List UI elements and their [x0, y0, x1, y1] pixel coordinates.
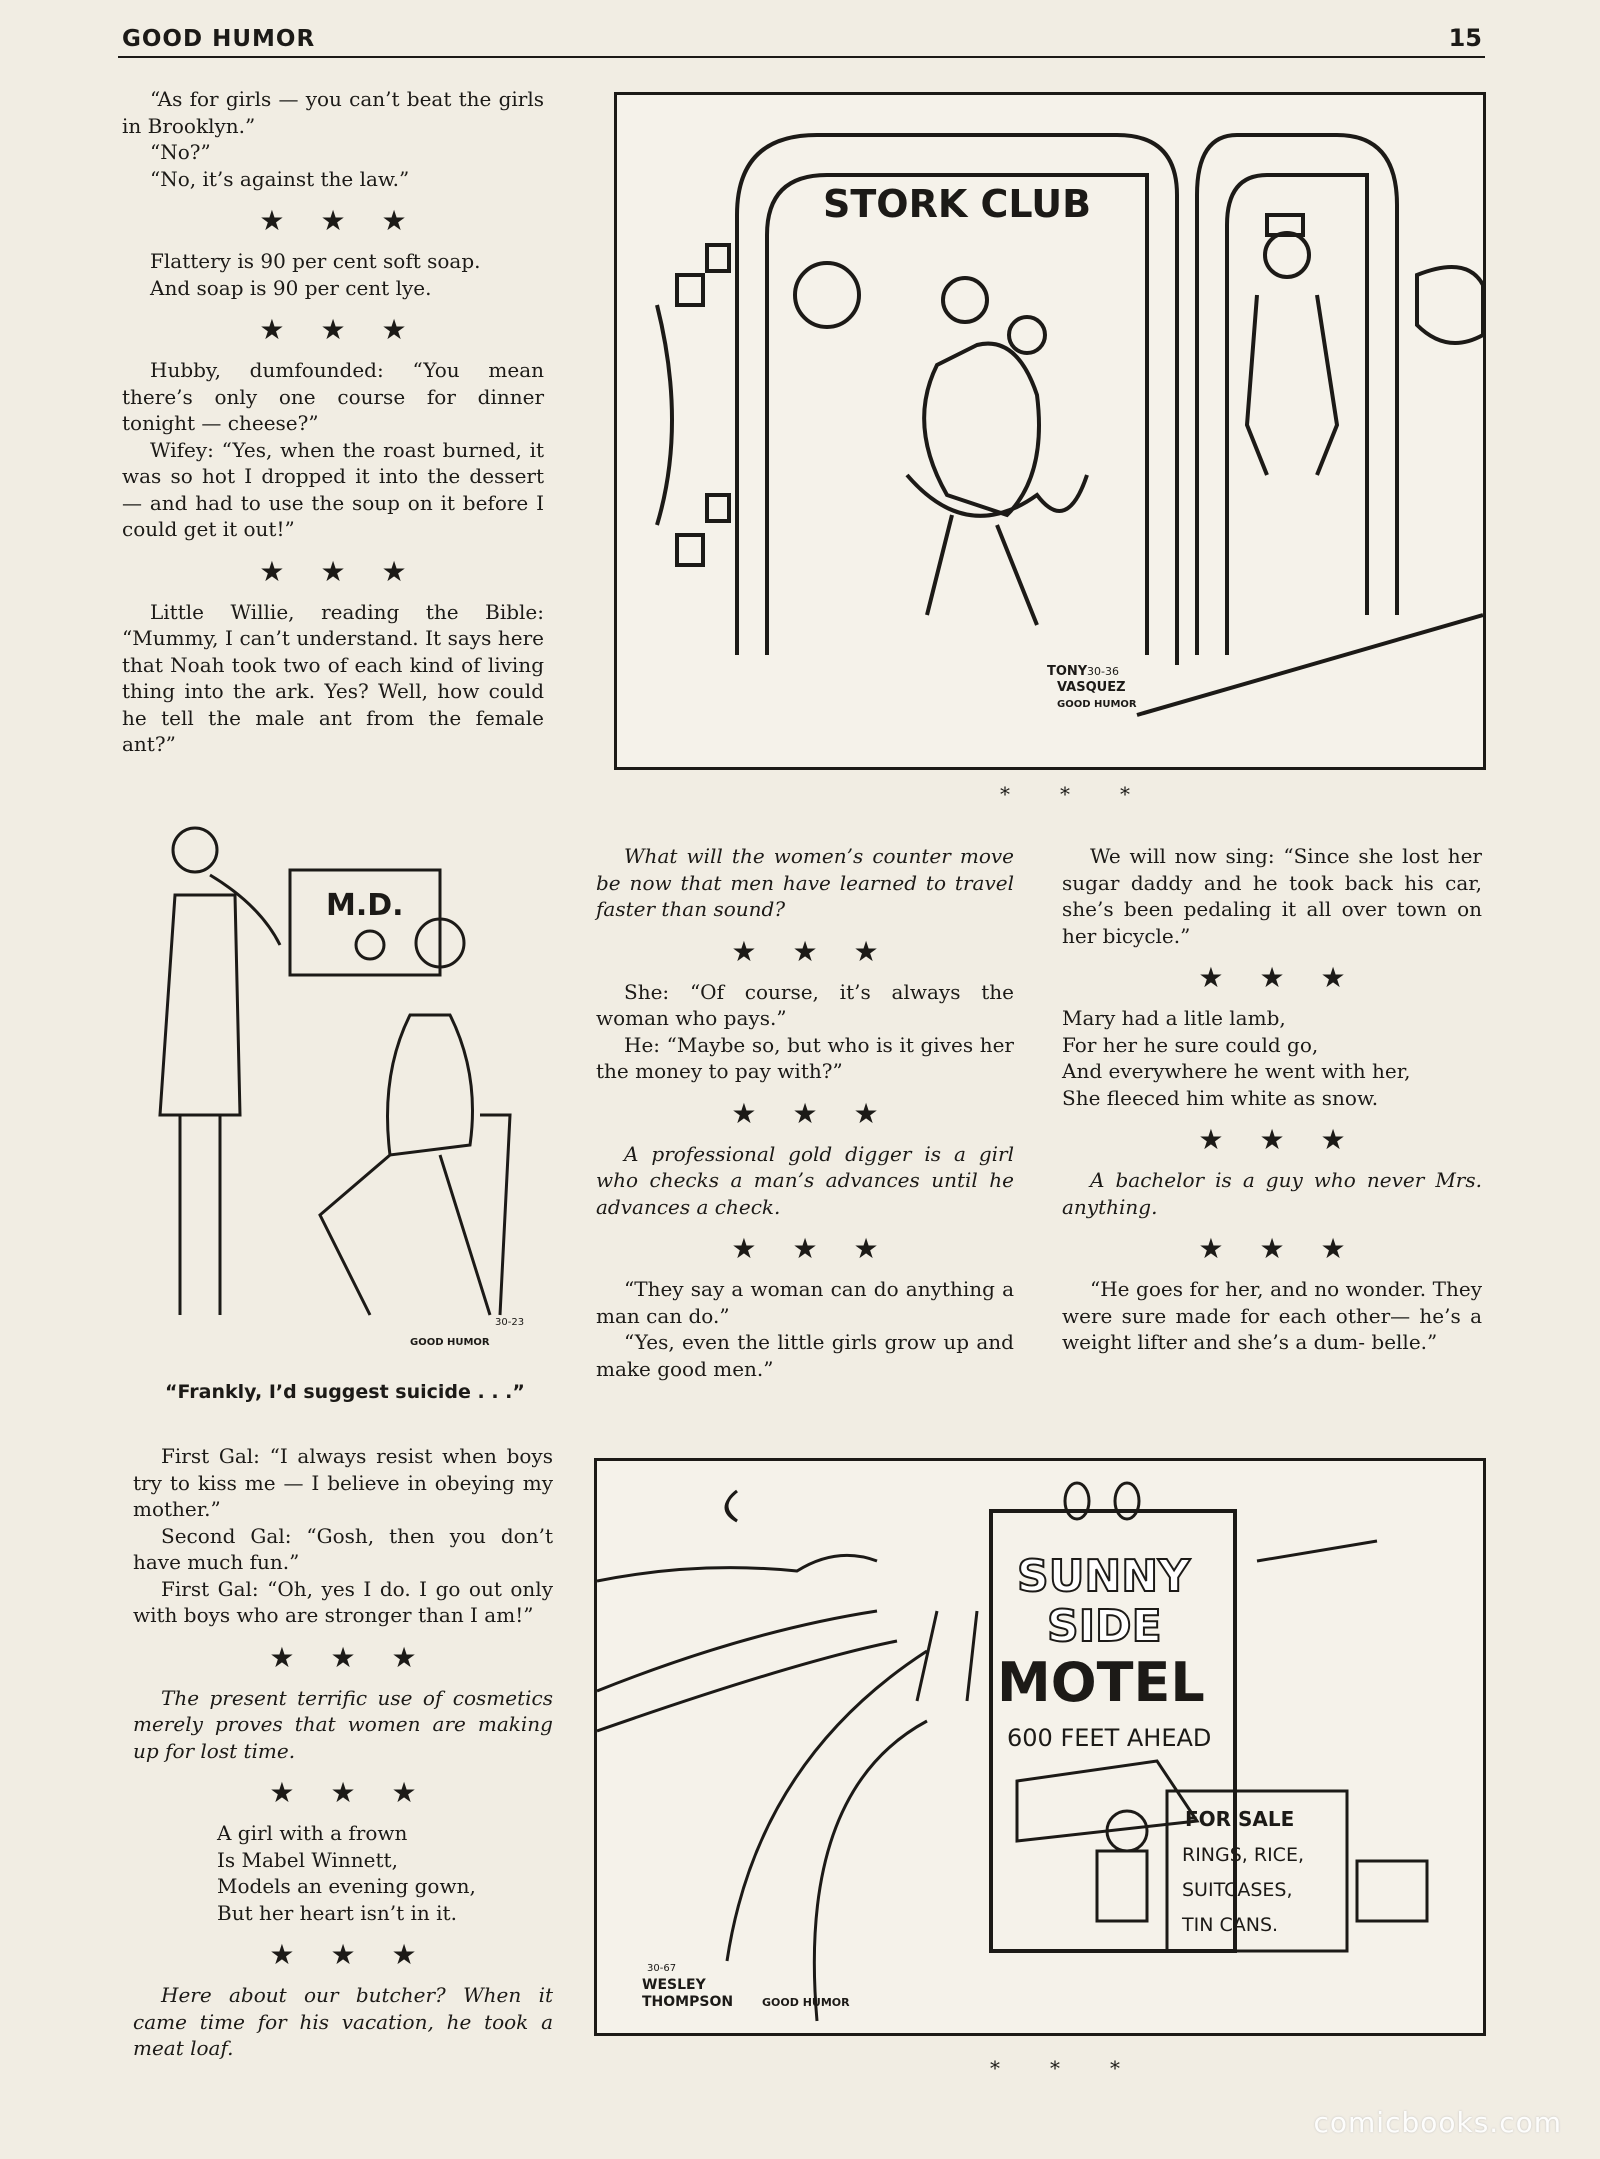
small-star-divider: *** — [990, 2056, 1170, 2080]
star-divider: ★★★ — [259, 204, 443, 237]
running-header: GOOD HUMOR — [122, 26, 316, 52]
stork-club-sign: STORK CLUB — [823, 182, 1092, 226]
small-star-divider: *** — [1000, 782, 1180, 806]
star-divider: ★★★ — [269, 1776, 453, 1809]
cartoon-code: 30-36 — [1087, 665, 1119, 678]
joke-line: And everywhere he went with her, — [1062, 1059, 1411, 1083]
joke-line: And soap is 90 per cent lye. — [150, 275, 432, 300]
joke-line: He: “Maybe so, but who is it gives her the money to pay with?” — [596, 1032, 1014, 1083]
joke-line: A girl with a frown — [217, 1821, 408, 1845]
cartoon-credit: GOOD HUMOR — [410, 1337, 490, 1348]
artist-signature: TONY — [1047, 664, 1088, 679]
header-rule — [118, 56, 1485, 58]
joke-line: We will now sing: “Since she lost her sugar daddy and he took back his car, she’s been pedaling it all over town on her bicycle.” — [1062, 844, 1482, 948]
joke-line: She fleeced him white as snow. — [1062, 1085, 1379, 1110]
joke-line: What will the women’s counter move be now that men have learned to travel faster than sound? — [596, 844, 1014, 921]
cartoon-code: 30-67 — [647, 1963, 677, 1974]
star-divider: ★★★ — [1198, 961, 1382, 994]
artist-signature: THOMPSON — [642, 1994, 734, 2010]
for-sale-sign-line: FOR SALE — [1185, 1807, 1295, 1831]
joke-line: Second Gal: “Gosh, then you don’t have much fun.” — [133, 1523, 553, 1574]
motel-sign-line: SUNNY — [1017, 1551, 1190, 1602]
watermark: comicbooks.com — [1313, 2106, 1562, 2139]
joke-line: But her heart isn’t in it. — [217, 1900, 457, 1925]
cartoon-doctor — [140, 815, 560, 1370]
stork-club-illustration — [617, 95, 1483, 767]
joke-line: A bachelor is a guy who never Mrs. anything. — [1062, 1168, 1482, 1219]
cartoon-stork-club — [614, 92, 1486, 770]
for-sale-sign-line: SUITCASES, — [1182, 1879, 1293, 1901]
jokes-column-3 — [1062, 843, 1482, 1356]
joke-line: A professional gold digger is a girl who checks a man’s advances until he advances a check. — [596, 1141, 1014, 1219]
artist-signature: WESLEY — [642, 1977, 706, 1993]
joke-line: Wifey: “Yes, when the roast burned, it was so hot I dropped it into the dessert — and had to use the soup on it before I could get it out!” — [122, 437, 544, 541]
star-divider: ★★★ — [259, 313, 443, 346]
star-divider: ★★★ — [731, 934, 915, 968]
star-divider: ★★★ — [1198, 1232, 1382, 1265]
joke-line: “He goes for her, and no wonder. They were sure made for each other— he’s a weight lifter and she’s a dum- belle.” — [1062, 1277, 1482, 1354]
motel-sign-line: SIDE — [1047, 1601, 1162, 1652]
for-sale-sign-line: TIN CANS. — [1182, 1914, 1279, 1936]
joke-line: Little Willie, reading the Bible: “Mummy, I can’t understand. It says here that Noah took two of each kind of living thing into the ark. Yes? Well, how could he tell the male ant from the female ant?” — [122, 599, 544, 756]
joke-line: She: “Of course, it’s always the woman who pays.” — [596, 979, 1014, 1030]
joke-line: First Gal: “I always resist when boys try to kiss me — I believe in obeying my mother.” — [133, 1444, 553, 1521]
joke-line: “No?” — [150, 140, 211, 164]
joke-line: Is Mabel Winnett, — [217, 1847, 398, 1872]
star-divider: ★★★ — [269, 1640, 453, 1674]
joke-line: “Yes, even the little girls grow up and make good men.” — [596, 1330, 1014, 1381]
jokes-column-1-top — [122, 86, 544, 758]
cartoon-caption: “Frankly, I’d suggest suicide . . .” — [165, 1381, 525, 1403]
joke-line: The present terrific use of cosmetics merely proves that women are making up for lost time. — [133, 1685, 553, 1763]
joke-line: For her he sure could go, — [1062, 1032, 1319, 1057]
joke-line: “They say a woman can do anything a man can do.” — [596, 1277, 1014, 1328]
joke-line: Flattery is 90 per cent soft soap. — [150, 249, 481, 273]
jokes-column-2 — [596, 843, 1014, 1382]
artist-signature: VASQUEZ — [1057, 680, 1126, 695]
jokes-column-1-bottom — [133, 1443, 553, 2062]
motel-sign-line: 600 FEET AHEAD — [1007, 1724, 1212, 1752]
joke-line: Models an evening gown, — [217, 1874, 476, 1898]
cartoon-credit: GOOD HUMOR — [1057, 699, 1137, 710]
joke-line: Mary had a litle lamb, — [1062, 1006, 1286, 1030]
star-divider: ★★★ — [731, 1096, 915, 1130]
star-divider: ★★★ — [269, 1938, 453, 1971]
cartoon-code: 30-23 — [495, 1317, 525, 1328]
joke-line: First Gal: “Oh, yes I do. I go out only with boys who are stronger than I am!” — [133, 1576, 553, 1627]
star-divider: ★★★ — [259, 554, 443, 588]
cartoon-sunny-side-motel — [594, 1458, 1486, 2036]
joke-line: Hubby, dumfounded: “You mean there’s only one course for dinner tonight — cheese?” — [122, 358, 544, 435]
joke-line: “As for girls — you can’t beat the girls in Brooklyn.” — [122, 87, 544, 138]
star-divider: ★★★ — [1198, 1123, 1382, 1156]
motel-illustration — [597, 1461, 1483, 2033]
doctor-illustration — [140, 815, 560, 1370]
md-plaque: M.D. — [326, 888, 404, 923]
page-number: 15 — [1448, 24, 1482, 52]
motel-sign-line: MOTEL — [997, 1651, 1205, 1714]
joke-line: Here about our butcher? When it came time for his vacation, he took a meat loaf. — [133, 1983, 553, 2060]
joke-line: “No, it’s against the law.” — [150, 166, 410, 191]
star-divider: ★★★ — [731, 1232, 915, 1265]
for-sale-sign-line: RINGS, RICE, — [1182, 1844, 1304, 1866]
cartoon-credit: GOOD HUMOR — [762, 1996, 850, 2009]
